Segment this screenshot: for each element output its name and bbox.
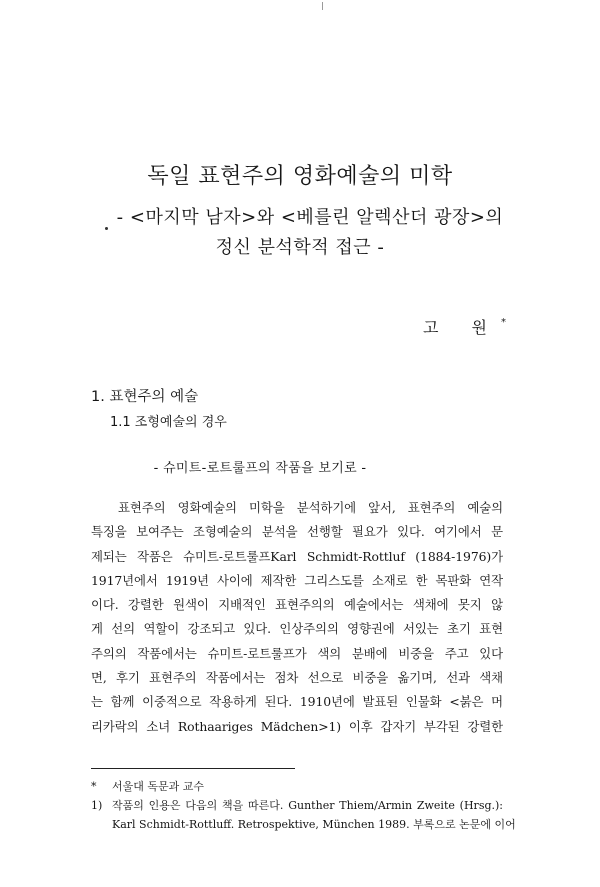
- body-line: 는 함께 이중적으로 작용하게 된다. 1910년에 발표된 인물화 <붉은 머: [91, 694, 503, 710]
- body-line: 이다. 강렬한 원색이 지배적인 표현주의의 예술에서는 색채에 못지 않: [91, 597, 503, 613]
- paper-subtitle-line-1: - <마지막 남자>와 <베를린 알렉산더 광장>의: [116, 207, 504, 228]
- footnotes: [91, 777, 516, 834]
- body-line: 주의의 작품에서는 슈미트-로트룰프가 색의 분배에 비중을 주고 있다: [91, 645, 503, 661]
- subsection-note: - 슈미트-로트룰프의 작품을 보기로 -: [153, 461, 367, 476]
- author-name: 고 원: [423, 318, 501, 337]
- section-heading: 1. 표현주의 예술: [91, 389, 199, 405]
- paper-title: 독일 표현주의 영화예술의 미학: [147, 164, 453, 189]
- footnote-author: [91, 777, 503, 796]
- footnote-1: [91, 796, 503, 815]
- footnote-text: 작품의 인용은 다음의 책을 따른다. Gunther Thiem/Armin Zweite (Hrsg.):: [112, 799, 503, 812]
- body-line: 제되는 작품은 슈미트-로트룰프Karl Schmidt-Rottluf (1884-1976)가: [91, 548, 503, 564]
- scan-mark: [322, 2, 323, 10]
- body-line: 1917년에서 1919년 사이에 제작한 그리스도를 소재로 한 목판화 연작: [91, 572, 503, 588]
- body-line: 특징을 보여주는 조형예술의 분석을 선행할 필요가 있다. 여기에서 문: [91, 524, 503, 540]
- body-paragraph: [91, 496, 503, 739]
- footnote-marker: 1): [91, 799, 103, 812]
- author: [423, 315, 506, 338]
- body-line: 게 선의 역할이 강조되고 있다. 인상주의의 영향권에 서있는 초기 표현: [91, 621, 503, 637]
- footnote-marker: *: [91, 780, 97, 793]
- footnote-divider: [91, 768, 295, 769]
- footnote-text: Karl Schmidt-Rottluff. Retrospektive, München 1989. 부록으로 논문에 이어: [112, 818, 516, 831]
- paper-subtitle-line-2: 정신 분석학적 접근 -: [215, 237, 385, 258]
- footnote-1-continued: [91, 815, 516, 834]
- body-line: 리카락의 소녀 Rothaariges Mädchen>1) 이후 갑자기 부각된 강렬한: [91, 718, 503, 734]
- body-line: 표현주의 영화예술의 미학을 분석하기에 앞서, 표현주의 예술의: [118, 500, 503, 515]
- author-footnote-marker: *: [501, 316, 506, 328]
- body-line: 면, 후기 표현주의 작품에서는 점차 선으로 비중을 옮기며, 선과 색채: [91, 670, 503, 686]
- footnote-text: 서울대 독문과 교수: [112, 780, 205, 793]
- subsection-heading: 1.1 조형예술의 경우: [110, 415, 227, 430]
